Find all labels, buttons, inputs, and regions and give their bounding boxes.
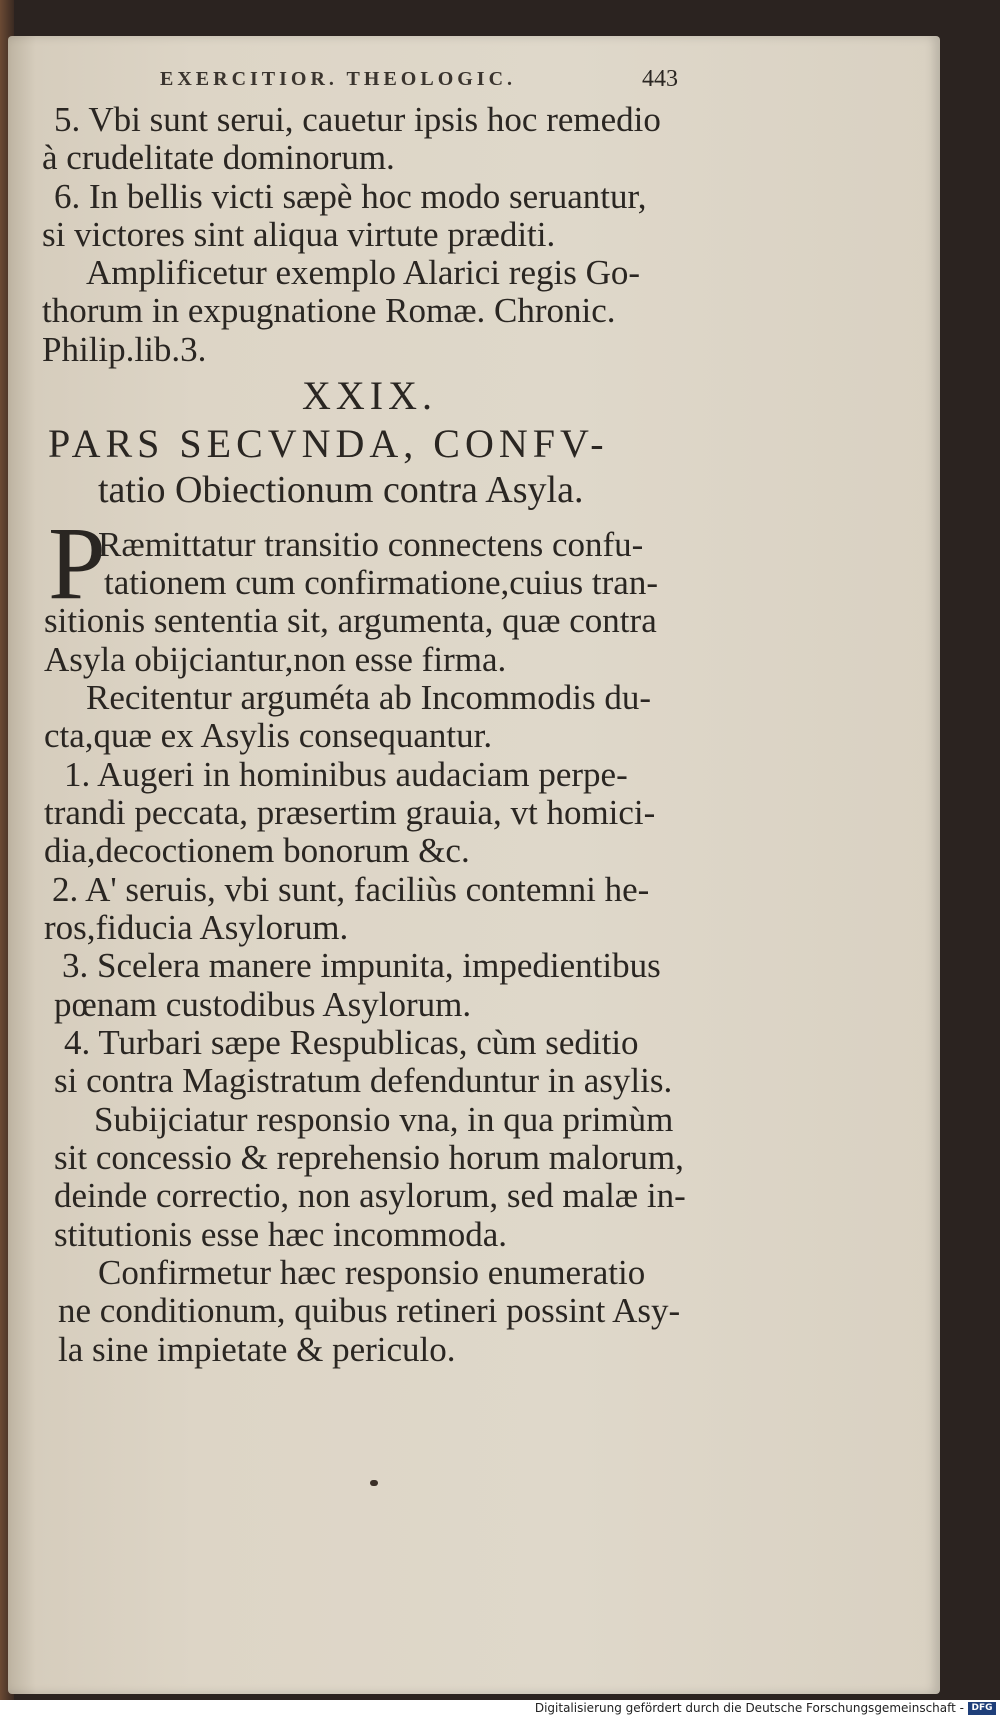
page-number: 443 — [642, 66, 678, 92]
text-line: à crudelitate dominorum. — [42, 138, 395, 177]
text-line: Confirmetur hæc responsio enumeratio — [98, 1253, 646, 1292]
text-line: Philip.lib.3. — [42, 330, 207, 369]
text-line: 4. Turbari sæpe Respublicas, cùm seditio — [64, 1023, 639, 1062]
text-line: si victores sint aliqua virtute præditi. — [42, 215, 556, 254]
text-line: Subijciatur responsio vna, in qua primùm — [94, 1100, 674, 1139]
text-line: ne conditionum, quibus retineri possint Asy- — [58, 1291, 681, 1330]
text-line: deinde correctio, non asylorum, sed malæ in- — [54, 1176, 686, 1215]
text-line: cta,quæ ex Asylis consequantur. — [44, 716, 493, 755]
text-line: Ræmittatur transitio connectens confu- — [98, 525, 644, 564]
footer-credit: Digitalisierung gefördert durch die Deutsche Forschungsgemeinschaft - — [534, 1701, 964, 1715]
section-number: XXIX. — [302, 373, 437, 418]
text-line: ros,fiducia Asylorum. — [44, 908, 349, 947]
running-head: EXERCITIOR. THEOLOGIC. — [160, 68, 517, 90]
drop-cap: P — [48, 506, 106, 621]
text-line: 6. In bellis victi sæpè hoc modo seruantur, — [54, 177, 647, 216]
text-line: si contra Magistratum defenduntur in asylis. — [54, 1061, 673, 1100]
text-line: sit concessio & reprehensio horum malorum, — [54, 1138, 684, 1177]
dfg-logo: DFG — [968, 1702, 996, 1715]
text-line: la sine impietate & periculo. — [58, 1330, 456, 1369]
text-line: thorum in expugnatione Romæ. Chronic. — [42, 291, 616, 330]
text-line: 3. Scelera manere impunita, impedientibus — [62, 946, 661, 985]
text-line: Asyla obijciantur,non esse firma. — [44, 640, 507, 679]
text-line: sitionis sententia sit, argumenta, quæ contra — [44, 601, 657, 640]
ink-mark — [370, 1480, 378, 1486]
section-subtitle: tatio Obiectionum contra Asyla. — [98, 469, 584, 511]
text-line: pœnam custodibus Asylorum. — [54, 985, 472, 1024]
text-line: 2. A' seruis, vbi sunt, faciliùs contemni he- — [52, 870, 650, 909]
text-line: stitutionis esse hæc incommoda. — [54, 1215, 508, 1254]
text-line: 1. Augeri in hominibus audaciam perpe- — [64, 755, 628, 794]
text-line: Amplificetur exemplo Alarici regis Go- — [86, 253, 641, 292]
text-line: dia,decoctionem bonorum &c. — [44, 831, 470, 870]
text-line: trandi peccata, præsertim grauia, vt homici- — [44, 793, 656, 832]
text-line: tationem cum confirmatione,cuius tran- — [104, 563, 658, 602]
text-line: Recitentur arguméta ab Incommodis du- — [86, 678, 652, 717]
section-title: PARS SECVNDA, CONFV- — [48, 421, 609, 466]
text-line: 5. Vbi sunt serui, cauetur ipsis hoc remedio — [54, 100, 661, 139]
